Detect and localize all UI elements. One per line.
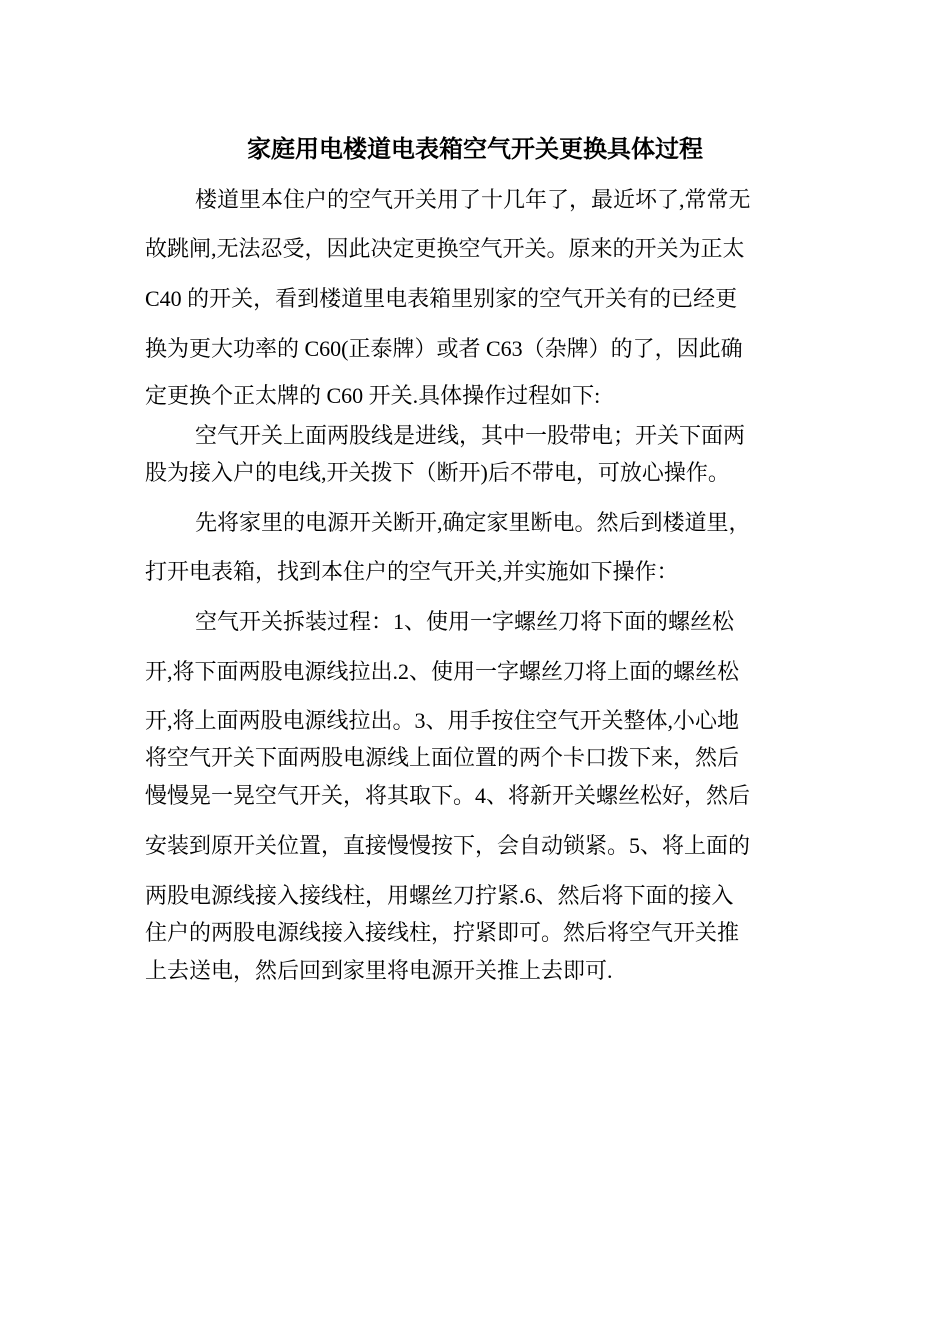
document-title: 家庭用电楼道电表箱空气开关更换具体过程 xyxy=(247,134,703,163)
paragraph-4-line-7: 两股电源线接入接线柱，用螺丝刀拧紧.6、然后将下面的接入 xyxy=(145,883,734,908)
paragraph-4-line-8: 住户的两股电源线接入接线柱，拧紧即可。然后将空气开关推 xyxy=(145,920,740,945)
paragraph-4-line-2: 开,将下面两股电源线拉出.2、使用一字螺丝刀将上面的螺丝松 xyxy=(145,659,740,684)
paragraph-1-line-5: 定更换个正太牌的 C60 开关.具体操作过程如下: xyxy=(145,383,601,408)
paragraph-2-line-1: 空气开关上面两股线是进线，其中一股带电；开关下面两 xyxy=(195,423,746,448)
paragraph-4-line-1: 空气开关拆装过程：1、使用一字螺丝刀将下面的螺丝松 xyxy=(195,609,735,634)
paragraph-4-line-4: 将空气开关下面两股电源线上面位置的两个卡口拨下来，然后 xyxy=(145,745,740,770)
paragraph-2-line-2: 股为接入户的电线,开关拨下（断开)后不带电，可放心操作。 xyxy=(145,460,730,485)
paragraph-4-line-9: 上去送电，然后回到家里将电源开关推上去即可. xyxy=(145,958,613,983)
paragraph-1-line-2: 故跳闸,无法忍受，因此决定更换空气开关。原来的开关为正太 xyxy=(145,236,745,261)
paragraph-4-line-6: 安装到原开关位置，直接慢慢按下，会自动锁紧。5、将上面的 xyxy=(145,833,751,858)
paragraph-3-line-2: 打开电表箱，找到本住户的空气开关,并实施如下操作： xyxy=(145,559,679,584)
paragraph-1-line-1: 楼道里本住户的空气开关用了十几年了，最近坏了,常常无 xyxy=(195,187,751,212)
paragraph-1-line-4: 换为更大功率的 C60(正泰牌）或者 C63（杂牌）的了，因此确 xyxy=(145,336,743,361)
paragraph-4-line-5: 慢慢晃一晃空气开关，将其取下。4、将新开关螺丝松好，然后 xyxy=(145,783,751,808)
paragraph-4-line-3: 开,将上面两股电源线拉出。3、用手按住空气开关整体,小心地 xyxy=(145,708,740,733)
paragraph-1-line-3: C40 的开关，看到楼道里电表箱里别家的空气开关有的已经更 xyxy=(145,286,738,311)
paragraph-3-line-1: 先将家里的电源开关断开,确定家里断电。然后到楼道里， xyxy=(195,510,751,535)
